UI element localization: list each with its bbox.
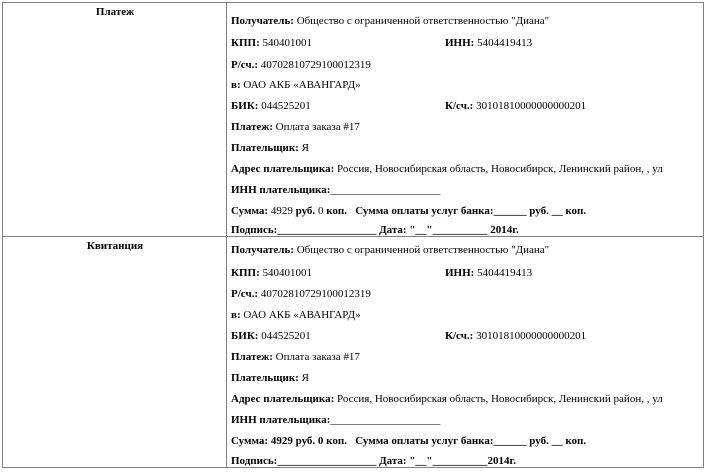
recipient-value: Общество с ограниченной ответственностью "Диана" bbox=[296, 15, 550, 27]
kpp-value: 540401001 bbox=[262, 267, 313, 279]
corr-account-line bbox=[445, 100, 586, 112]
section-title: Платеж bbox=[95, 6, 135, 18]
payer-inn-line bbox=[231, 414, 440, 426]
signature-line bbox=[231, 224, 519, 236]
payment-section bbox=[3, 3, 703, 236]
bank-label: в: bbox=[231, 79, 241, 91]
receipt-section bbox=[3, 236, 703, 467]
payer-inn-label: ИНН плательщика: bbox=[231, 184, 331, 196]
payment-label: Платеж: bbox=[231, 351, 273, 363]
recipient-line bbox=[231, 244, 549, 256]
receipt-details bbox=[227, 237, 703, 467]
address-label: Адрес плательщика: bbox=[231, 393, 335, 405]
payer-label: Плательщик: bbox=[231, 372, 299, 384]
bank-line bbox=[231, 309, 361, 321]
inn-line bbox=[445, 267, 532, 279]
recipient-line bbox=[231, 15, 549, 27]
payment-value: Оплата заказа #17 bbox=[275, 351, 360, 363]
sum-text: Сумма: 4929 руб. 0 коп. bbox=[231, 435, 347, 447]
payer-value: Я bbox=[301, 142, 309, 154]
account-label: Р/сч.: bbox=[231, 59, 259, 71]
account-value: 40702810729100012319 bbox=[260, 288, 371, 300]
inn-line bbox=[445, 37, 532, 49]
bank-value: ОАО АКБ «АВАНГАРД» bbox=[243, 79, 361, 91]
payer-label: Плательщик: bbox=[231, 142, 299, 154]
inn-value: 5404419413 bbox=[477, 37, 533, 49]
account-line bbox=[231, 288, 371, 300]
corr-value: 30101810000000000201 bbox=[476, 330, 587, 342]
payer-value: Я bbox=[301, 372, 309, 384]
kpp-line bbox=[231, 267, 312, 279]
payer-line bbox=[231, 372, 309, 384]
sum-kop-unit: коп. bbox=[326, 205, 347, 217]
sum-rub-value: 4929 bbox=[270, 205, 293, 217]
bank-fee: Сумма оплаты услуг банка:______ руб. __ коп. bbox=[355, 435, 587, 447]
payer-inn-line bbox=[231, 184, 440, 196]
inn-value: 5404419413 bbox=[477, 267, 533, 279]
signature-text: Подпись:__________________ Дата: "__"__________ 2014г. bbox=[231, 224, 519, 236]
payment-purpose-line bbox=[231, 121, 360, 133]
account-value: 40702810729100012319 bbox=[260, 59, 371, 71]
payment-title-cell bbox=[3, 3, 227, 236]
account-label: Р/сч.: bbox=[231, 288, 259, 300]
bik-value: 044525201 bbox=[261, 330, 311, 342]
bik-line bbox=[231, 100, 311, 112]
bank-line bbox=[231, 79, 361, 91]
kpp-line bbox=[231, 37, 312, 49]
recipient-value: Общество с ограниченной ответственностью "Диана" bbox=[296, 244, 550, 256]
bik-label: БИК: bbox=[231, 330, 259, 342]
payer-line bbox=[231, 142, 309, 154]
payer-inn-label: ИНН плательщика: bbox=[231, 414, 331, 426]
recipient-label: Получатель: bbox=[231, 244, 294, 256]
corr-account-line bbox=[445, 330, 586, 342]
signature-line bbox=[231, 455, 516, 467]
sum-rub-unit: руб. bbox=[295, 205, 316, 217]
corr-value: 30101810000000000201 bbox=[476, 100, 587, 112]
kpp-label: КПП: bbox=[231, 37, 260, 49]
bank-value: ОАО АКБ «АВАНГАРД» bbox=[243, 309, 361, 321]
sum-label: Сумма: bbox=[231, 205, 269, 217]
bank-fee: Сумма оплаты услуг банка:______ руб. __ коп. bbox=[355, 205, 587, 217]
account-line bbox=[231, 59, 371, 71]
bank-label: в: bbox=[231, 309, 241, 321]
kpp-value: 540401001 bbox=[262, 37, 313, 49]
kpp-label: КПП: bbox=[231, 267, 260, 279]
address-label: Адрес плательщика: bbox=[231, 163, 335, 175]
bik-line bbox=[231, 330, 311, 342]
corr-label: К/сч.: bbox=[445, 100, 474, 112]
payment-value: Оплата заказа #17 bbox=[275, 121, 360, 133]
bik-label: БИК: bbox=[231, 100, 259, 112]
payment-form bbox=[2, 2, 704, 468]
address-value: Россия, Новосибирская область, Новосибирск, Ленинский район, , ул bbox=[336, 163, 663, 175]
sum-line bbox=[231, 205, 586, 217]
payment-purpose-line bbox=[231, 351, 360, 363]
payment-label: Платеж: bbox=[231, 121, 273, 133]
section-title: Квитанция bbox=[86, 240, 144, 252]
address-line bbox=[231, 163, 663, 175]
payer-inn-blank: ____________________ bbox=[330, 184, 441, 196]
inn-label: ИНН: bbox=[445, 37, 475, 49]
signature-text: Подпись:__________________ Дата: "__"__________2014г. bbox=[231, 455, 517, 467]
address-line bbox=[231, 393, 663, 405]
address-value: Россия, Новосибирская область, Новосибирск, Ленинский район, , ул bbox=[336, 393, 663, 405]
receipt-title-cell bbox=[3, 237, 227, 467]
sum-kop-value: 0 bbox=[317, 205, 324, 217]
sum-line bbox=[231, 435, 586, 447]
corr-label: К/сч.: bbox=[445, 330, 474, 342]
inn-label: ИНН: bbox=[445, 267, 475, 279]
payment-details bbox=[227, 3, 703, 236]
bik-value: 044525201 bbox=[261, 100, 311, 112]
recipient-label: Получатель: bbox=[231, 15, 294, 27]
payer-inn-blank: ____________________ bbox=[330, 414, 441, 426]
